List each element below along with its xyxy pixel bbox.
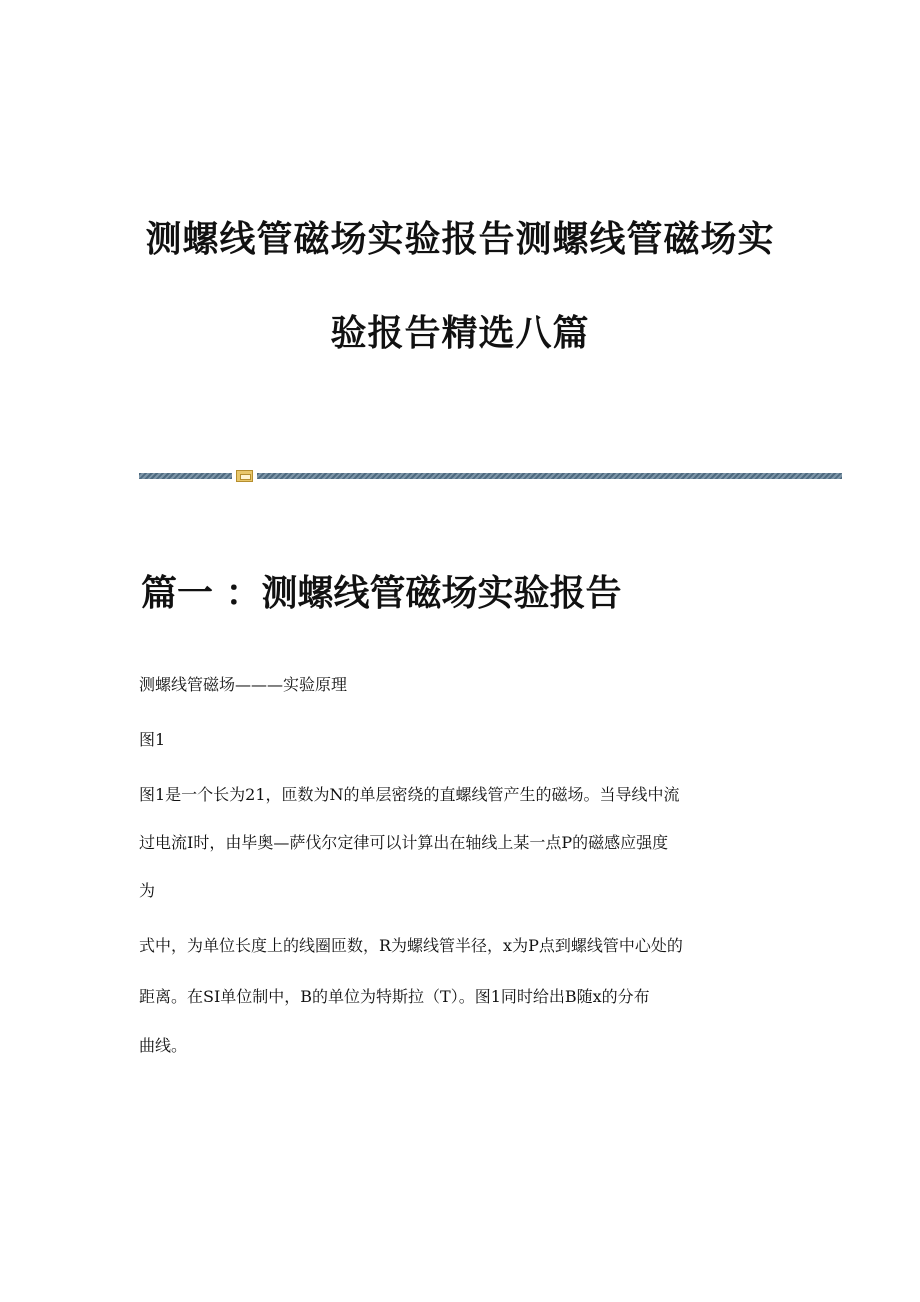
paragraph-line: 距离。在SI单位制中，B的单位为特斯拉（T）。图1同时给出B随x的分布 xyxy=(139,987,650,1006)
divider-bar-left xyxy=(139,473,232,479)
paragraph-line: 过电流I时，由毕奥—萨伐尔定律可以计算出在轴线上某一点P的磁感应强度 xyxy=(139,833,669,852)
paragraph-line: 图1是一个长为21，匝数为N的单层密绕的直螺线管产生的磁场。当导线中流 xyxy=(139,785,680,804)
paragraph-line: 测螺线管磁场———实验原理 xyxy=(139,675,348,694)
section-heading: 篇一 ：测螺线管磁场实验报告 xyxy=(141,573,622,614)
paragraph-line: 曲线。 xyxy=(139,1036,188,1055)
document-title-line-1: 测螺线管磁场实验报告测螺线管磁场实 xyxy=(145,219,775,260)
paragraph-line: 式中，为单位长度上的线圈匝数，R为螺线管半径，x为P点到螺线管中心处的 xyxy=(139,936,683,955)
document-title-line-2: 验报告精选八篇 xyxy=(330,313,590,354)
paragraph-line: 为 xyxy=(139,881,156,900)
decorative-divider xyxy=(139,470,842,482)
divider-bar-right xyxy=(257,473,842,479)
paragraph-line: 图1 xyxy=(139,730,166,749)
divider-ornament-icon xyxy=(236,470,253,482)
